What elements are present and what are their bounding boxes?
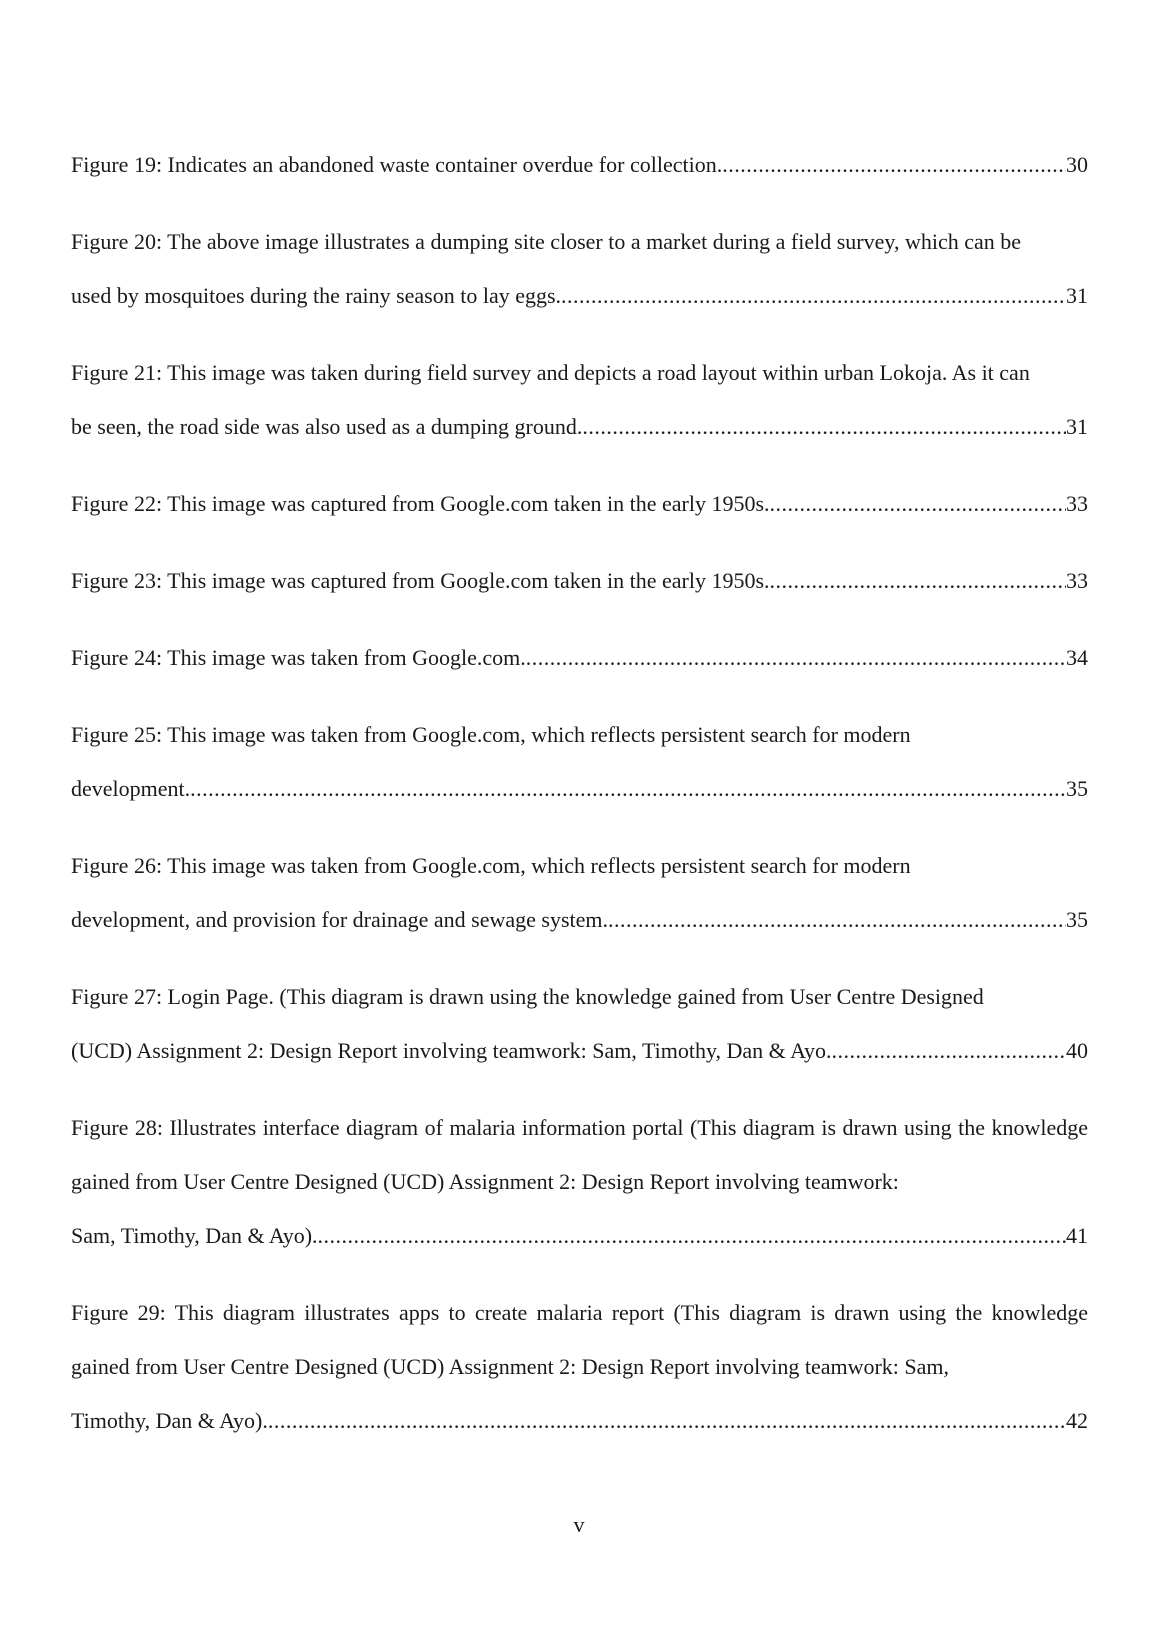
- toc-entry-title-end: be seen, the road side was also used as a dumping ground.: [71, 414, 583, 439]
- toc-entry-title-end: Sam, Timothy, Dan & Ayo).: [71, 1223, 318, 1248]
- toc-entry-figure-20[interactable]: [71, 215, 1088, 323]
- page-number: v: [573, 1512, 585, 1537]
- dot-leader: [608, 893, 1066, 947]
- toc-entry-title: Figure 22: This image was captured from Google.com taken in the early 1950s.: [71, 491, 770, 516]
- toc-entry-page: 33: [1066, 491, 1088, 516]
- toc-entry-page: 35: [1066, 907, 1088, 932]
- toc-entry-title: Figure 24: This image was taken from Google.com.: [71, 645, 526, 670]
- toc-entry-title: Figure 21: This image was taken during field survey and depicts a road layout within urban Lokoja. As it can: [71, 360, 1030, 385]
- toc-entry-title-end: development.: [71, 776, 191, 801]
- toc-entry-title: Figure 28: Illustrates interface diagram of malaria information portal (This diagram is drawn using the knowledge gained from User Centre Designed (UCD) Assignment 2: Design Report involving teamwork:: [71, 1115, 1088, 1194]
- toc-entry-figure-19[interactable]: [71, 138, 1088, 192]
- toc-entry-page: 42: [1066, 1408, 1088, 1433]
- dot-leader: [526, 631, 1066, 685]
- list-of-figures: [71, 138, 1088, 1471]
- toc-entry-page: 31: [1066, 283, 1088, 308]
- toc-entry-title-end: Timothy, Dan & Ayo).: [71, 1408, 268, 1433]
- toc-entry-figure-27[interactable]: [71, 970, 1088, 1078]
- toc-entry-figure-22[interactable]: [71, 477, 1088, 531]
- dot-leader: [190, 762, 1066, 816]
- toc-entry-figure-25[interactable]: [71, 708, 1088, 816]
- dot-leader: [770, 477, 1066, 531]
- toc-entry-figure-26[interactable]: [71, 839, 1088, 947]
- dot-leader: [268, 1394, 1066, 1448]
- toc-entry-title: Figure 26: This image was taken from Google.com, which reflects persistent search for modern: [71, 853, 911, 878]
- toc-entry-title: Figure 27: Login Page. (This diagram is drawn using the knowledge gained from User Centre Designed: [71, 984, 984, 1009]
- toc-entry-page: 35: [1066, 776, 1088, 801]
- dot-leader: [770, 554, 1066, 608]
- toc-entry-figure-29[interactable]: [71, 1286, 1088, 1448]
- toc-entry-title: Figure 25: This image was taken from Google.com, which reflects persistent search for modern: [71, 722, 911, 747]
- toc-entry-figure-28[interactable]: [71, 1101, 1088, 1263]
- toc-entry-figure-24[interactable]: [71, 631, 1088, 685]
- dot-leader: [582, 400, 1066, 454]
- toc-entry-title-end: used by mosquitoes during the rainy season to lay eggs.: [71, 283, 562, 308]
- toc-entry-page: 41: [1066, 1223, 1088, 1248]
- dot-leader: [831, 1024, 1066, 1078]
- dot-leader: [722, 138, 1066, 192]
- toc-entry-page: 40: [1066, 1038, 1088, 1063]
- toc-entry-page: 30: [1066, 152, 1088, 177]
- dot-leader: [561, 269, 1066, 323]
- toc-entry-title: Figure 20: The above image illustrates a dumping site closer to a market during a field survey, which can be: [71, 229, 1022, 254]
- toc-entry-figure-23[interactable]: [71, 554, 1088, 608]
- toc-entry-page: 31: [1066, 414, 1088, 439]
- toc-entry-page: 33: [1066, 568, 1088, 593]
- toc-entry-title: Figure 23: This image was captured from Google.com taken in the early 1950s.: [71, 568, 770, 593]
- toc-entry-title: Figure 19: Indicates an abandoned waste container overdue for collection.: [71, 152, 723, 177]
- toc-entry-figure-21[interactable]: [71, 346, 1088, 454]
- toc-entry-title-end: development, and provision for drainage and sewage system.: [71, 907, 609, 932]
- toc-entry-title-end: (UCD) Assignment 2: Design Report involving teamwork: Sam, Timothy, Dan & Ayo.: [71, 1038, 832, 1063]
- dot-leader: [318, 1209, 1066, 1263]
- toc-entry-title: Figure 29: This diagram illustrates apps to create malaria report (This diagram is drawn using the knowledge gained from User Centre Designed (UCD) Assignment 2: Design Report involving teamwork: Sam,: [71, 1300, 1088, 1379]
- toc-entry-page: 34: [1066, 645, 1088, 670]
